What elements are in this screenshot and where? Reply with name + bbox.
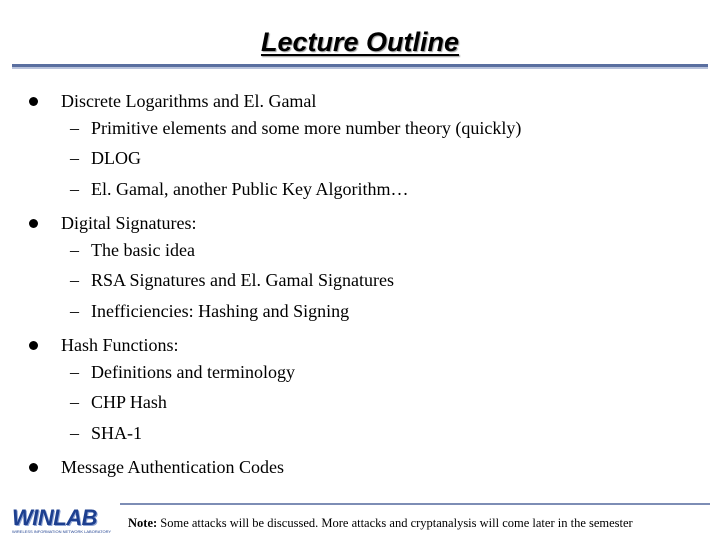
slide-title: Lecture Outline	[260, 27, 460, 57]
bullet-icon	[29, 341, 38, 350]
dash-marker: –	[70, 118, 79, 138]
subitem-label: The basic idea	[91, 240, 195, 260]
subitem-label: DLOG	[91, 148, 141, 168]
outline-subitem	[70, 179, 408, 199]
outline-subitem	[70, 392, 167, 412]
dash-marker: –	[70, 240, 79, 260]
outline-item-2: Digital Signatures:	[61, 213, 197, 233]
outline-subitem	[70, 240, 195, 260]
bullet-icon	[29, 219, 38, 228]
outline-subitem	[70, 148, 141, 168]
logo-tagline: WIRELESS INFORMATION NETWORK LABORATORY	[12, 529, 112, 534]
dash-marker: –	[70, 423, 79, 443]
outline-subitem	[70, 423, 142, 443]
subitem-label: SHA-1	[91, 423, 143, 443]
title-divider-shadow	[12, 67, 708, 69]
subitem-label: Definitions and terminology	[91, 362, 295, 382]
subitem-label: Primitive elements and some more number theory (quickly)	[91, 118, 522, 138]
subitem-label: CHP Hash	[91, 392, 167, 412]
bullet-icon	[29, 97, 38, 106]
footer-divider	[120, 503, 710, 505]
subitem-label: RSA Signatures and El. Gamal Signatures	[91, 270, 394, 290]
note-text: Some attacks will be discussed. More attacks and cryptanalysis will come later in the semester	[157, 516, 633, 530]
subitem-label: Inefficiencies: Hashing and Signing	[91, 301, 350, 321]
outline-item-3: Hash Functions:	[61, 335, 179, 355]
bullet-icon	[29, 463, 38, 472]
dash-marker: –	[70, 270, 79, 290]
dash-marker: –	[70, 179, 79, 199]
subitem-label: El. Gamal, another Public Key Algorithm…	[91, 179, 409, 199]
outline-item-4: Message Authentication Codes	[61, 457, 284, 477]
logo-wordmark: WINLAB	[12, 505, 97, 530]
note-label: Note:	[128, 516, 158, 530]
outline-subitem	[70, 118, 521, 138]
dash-marker: –	[70, 301, 79, 321]
dash-marker: –	[70, 392, 79, 412]
dash-marker: –	[70, 148, 79, 168]
outline-subitem	[70, 301, 349, 321]
footer-note	[128, 516, 633, 531]
outline-subitem	[70, 270, 394, 290]
outline-subitem	[70, 362, 295, 382]
dash-marker: –	[70, 362, 79, 382]
outline-item-1: Discrete Logarithms and El. Gamal	[61, 91, 317, 111]
winlab-logo	[12, 507, 120, 535]
